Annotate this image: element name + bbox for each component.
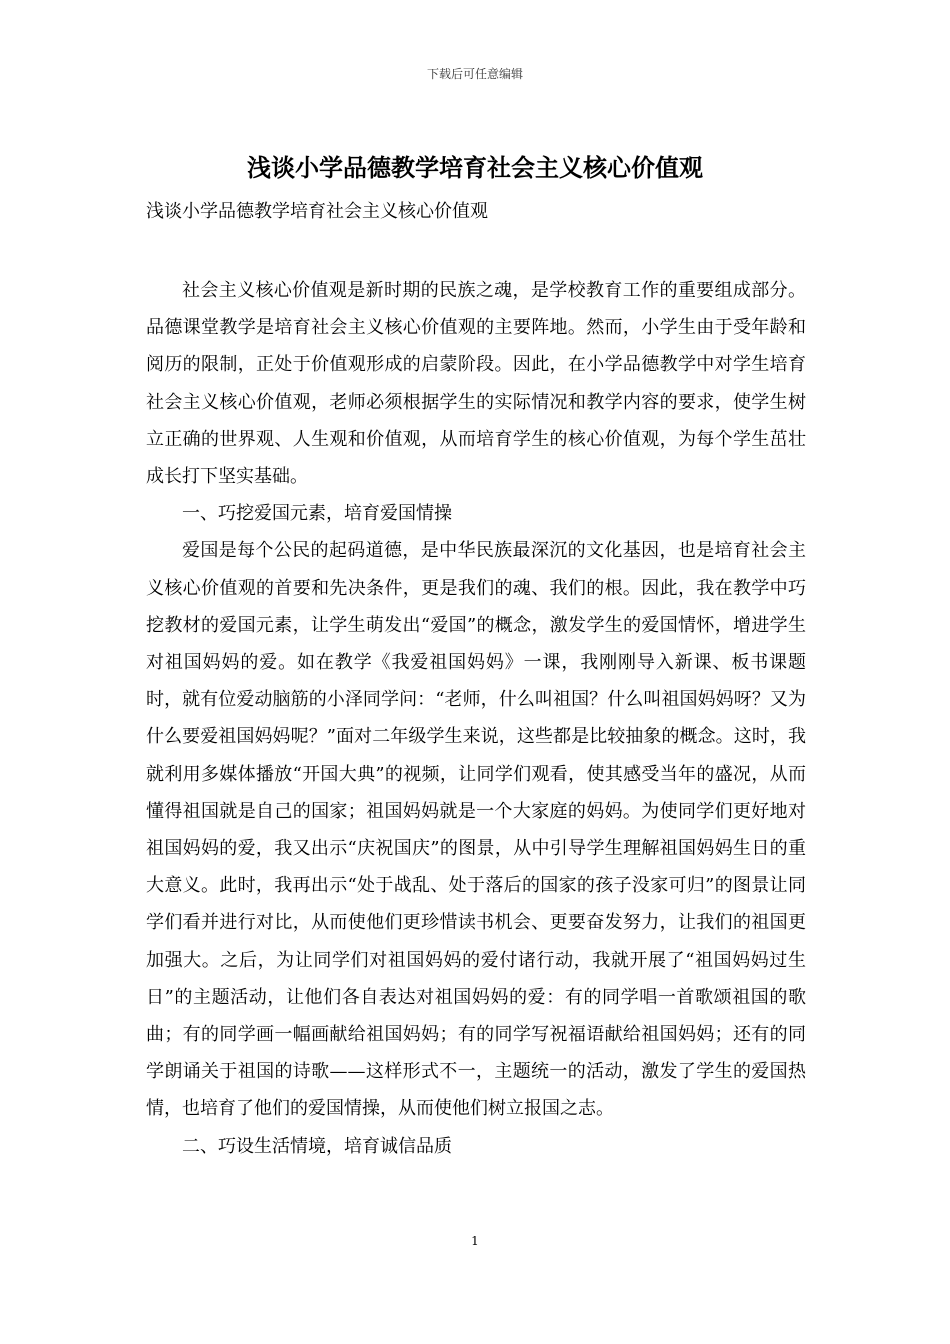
- section-heading-2: 二、巧设生活情境，培育诚信品质: [182, 1135, 452, 1157]
- paragraph-intro: 社会主义核心价值观是新时期的民族之魂，是学校教育工作的重要组成部分。品德课堂教学是培育社会主义核心价值观的主要阵地。然而，小学生由于受年龄和阅历的限制，正处于价值观形成的启蒙阶段。因此，在小学品德教学中对学生培育社会主义核心价值观，老师必须根据学生的实际情况和教学内容的要求，使学生树立正确的世界观、人生观和价值观，从而培育学生的核心价值观，为每个学生茁壮成长打下坚实基础。: [146, 280, 806, 488]
- page-number: 1: [471, 1234, 479, 1248]
- paragraph-patriotism: 爱国是每个公民的起码道德，是中华民族最深沉的文化基因，也是培育社会主义核心价值观的首要和先决条件，更是我们的魂、我们的根。因此，我在教学中巧挖教材的爱国元素，让学生萌发出“爱国”的概念，激发学生的爱国情怀，增进学生对祖国妈妈的爱。如在教学《我爱祖国妈妈》一课，我刚刚导入新课、板书课题时，就有位爱动脑筋的小泽同学问：“老师，什么叫祖国？什么叫祖国妈妈呀？又为什么要爱祖国妈妈呢？”面对二年级学生来说，这些都是比较抽象的概念。这时，我就利用多媒体播放“开国大典”的视频，让同学们观看，使其感受当年的盛况，从而懂得祖国就是自己的国家；祖国妈妈就是一个大家庭的妈妈。为使同学们更好地对祖国妈妈的爱，我又出示“庆祝国庆”的图景，从中引导学生理解祖国妈妈生日的重大意义。此时，我再出示“处于战乱、处于落后的国家的孩子没家可归”的图景让同学们看并进行对比，从而使他们更珍惜读书机会、更要奋发努力，让我们的祖国更加强大。之后，为让同学们对祖国妈妈的爱付诸行动，我就开展了“祖国妈妈过生日”的主题活动，让他们各自表达对祖国妈妈的爱：有的同学唱一首歌颂祖国的歌曲；有的同学画一幅画献给祖国妈妈；有的同学写祝福语献给祖国妈妈；还有的同学朗诵关于祖国的诗歌——这样形式不一，主题统一的活动，激发了学生的爱国热情，也培育了他们的爱国情操，从而使他们树立报国之志。: [146, 540, 806, 1120]
- section-heading-1: 一、巧挖爱国元素，培育爱国情操: [182, 503, 452, 525]
- header-note: 下载后可任意编辑: [426, 67, 523, 81]
- body-text: [146, 272, 806, 1165]
- document-title: 浅谈小学品德教学培育社会主义核心价值观: [247, 153, 703, 182]
- document-subtitle: 浅谈小学品德教学培育社会主义核心价值观: [146, 201, 488, 222]
